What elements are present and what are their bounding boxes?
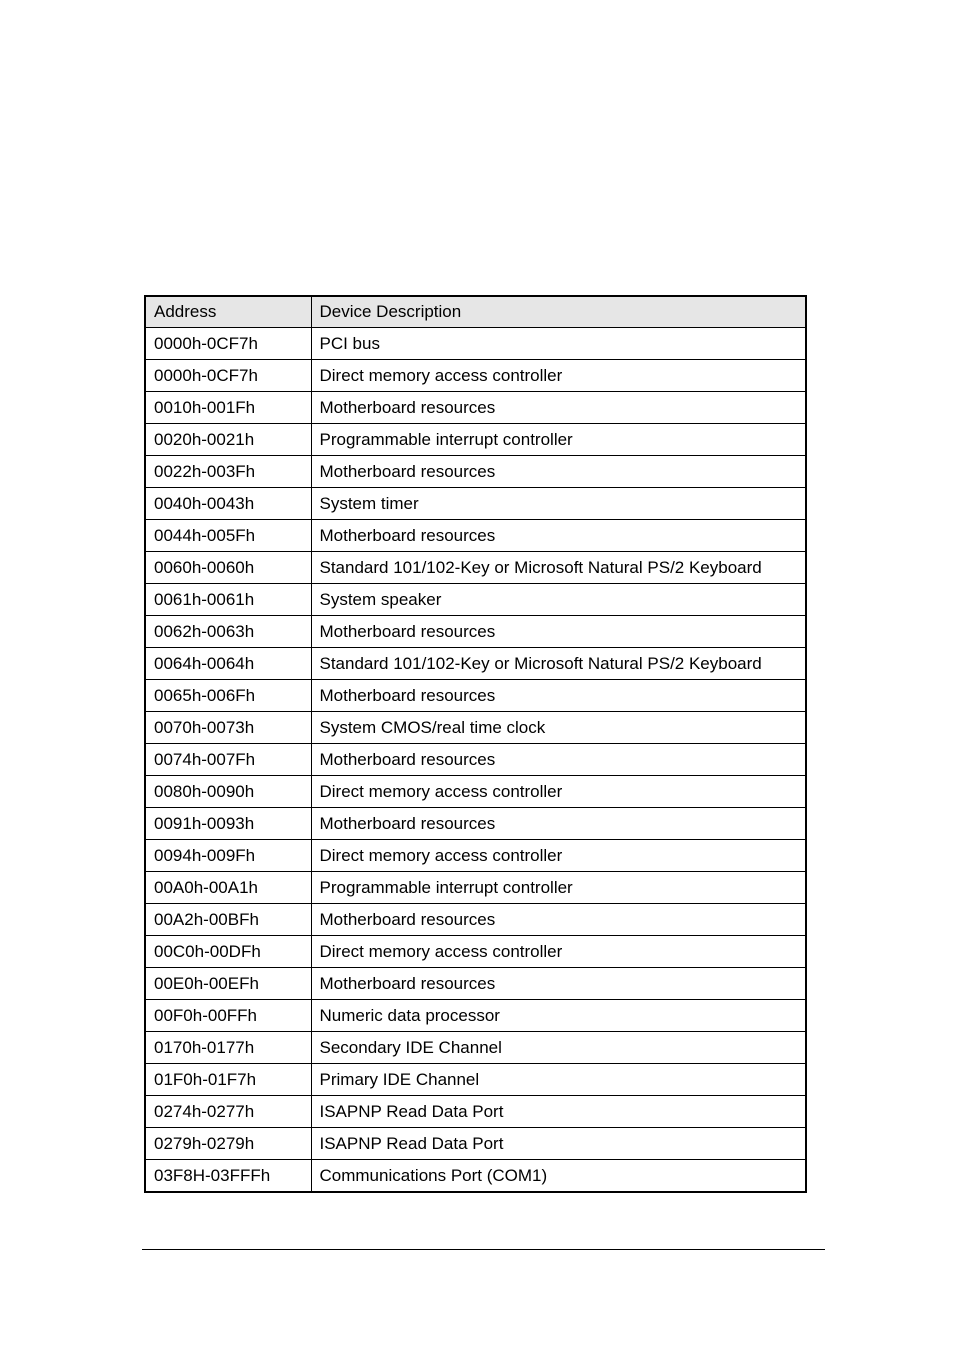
description-cell: System CMOS/real time clock (311, 712, 806, 744)
table-row (145, 456, 806, 488)
table-row (145, 360, 806, 392)
address-cell: 00F0h-00FFh (145, 1000, 311, 1032)
description-cell: Programmable interrupt controller (311, 872, 806, 904)
description-column-header: Device Description (311, 296, 806, 328)
description-cell: Numeric data processor (311, 1000, 806, 1032)
description-cell: System timer (311, 488, 806, 520)
description-cell: System speaker (311, 584, 806, 616)
address-cell: 0064h-0064h (145, 648, 311, 680)
address-cell: 0040h-0043h (145, 488, 311, 520)
description-cell: Direct memory access controller (311, 840, 806, 872)
address-cell: 00E0h-00EFh (145, 968, 311, 1000)
address-cell: 0065h-006Fh (145, 680, 311, 712)
address-cell: 00A0h-00A1h (145, 872, 311, 904)
table-row (145, 904, 806, 936)
description-cell: Standard 101/102-Key or Microsoft Natural PS/2 Keyboard (311, 648, 806, 680)
description-cell: Direct memory access controller (311, 776, 806, 808)
address-cell: 0060h-0060h (145, 552, 311, 584)
address-cell: 0010h-001Fh (145, 392, 311, 424)
address-cell: 0022h-003Fh (145, 456, 311, 488)
table-row (145, 840, 806, 872)
table-row (145, 680, 806, 712)
description-cell: ISAPNP Read Data Port (311, 1128, 806, 1160)
address-cell: 0274h-0277h (145, 1096, 311, 1128)
description-cell: Secondary IDE Channel (311, 1032, 806, 1064)
table-row (145, 1128, 806, 1160)
description-cell: Direct memory access controller (311, 936, 806, 968)
table-row (145, 520, 806, 552)
description-cell: Motherboard resources (311, 456, 806, 488)
description-cell: Motherboard resources (311, 616, 806, 648)
table-row (145, 872, 806, 904)
table-row (145, 808, 806, 840)
table-row (145, 1160, 806, 1193)
table-row (145, 1096, 806, 1128)
table-row (145, 776, 806, 808)
address-cell: 0094h-009Fh (145, 840, 311, 872)
description-cell: PCI bus (311, 328, 806, 360)
address-cell: 0070h-0073h (145, 712, 311, 744)
description-cell: Motherboard resources (311, 392, 806, 424)
address-cell: 01F0h-01F7h (145, 1064, 311, 1096)
address-cell: 0062h-0063h (145, 616, 311, 648)
table-body (145, 328, 806, 1193)
table-row (145, 488, 806, 520)
table-row (145, 552, 806, 584)
description-cell: Motherboard resources (311, 680, 806, 712)
table-row (145, 1032, 806, 1064)
description-cell: Communications Port (COM1) (311, 1160, 806, 1193)
table-row (145, 584, 806, 616)
description-cell: ISAPNP Read Data Port (311, 1096, 806, 1128)
table-row (145, 968, 806, 1000)
table-row (145, 1064, 806, 1096)
address-cell: 0000h-0CF7h (145, 328, 311, 360)
description-cell: Motherboard resources (311, 744, 806, 776)
address-column-header: Address (145, 296, 311, 328)
address-cell: 03F8H-03FFFh (145, 1160, 311, 1193)
address-cell: 0080h-0090h (145, 776, 311, 808)
table-row (145, 744, 806, 776)
description-cell: Motherboard resources (311, 808, 806, 840)
table-row (145, 424, 806, 456)
table-row (145, 392, 806, 424)
table-row (145, 648, 806, 680)
table-header-row (145, 296, 806, 328)
description-cell: Motherboard resources (311, 520, 806, 552)
description-cell: Direct memory access controller (311, 360, 806, 392)
table-row (145, 328, 806, 360)
address-cell: 0061h-0061h (145, 584, 311, 616)
description-cell: Primary IDE Channel (311, 1064, 806, 1096)
footer-divider (142, 1249, 825, 1250)
description-cell: Motherboard resources (311, 968, 806, 1000)
table-row (145, 616, 806, 648)
description-cell: Programmable interrupt controller (311, 424, 806, 456)
address-cell: 0000h-0CF7h (145, 360, 311, 392)
address-cell: 0170h-0177h (145, 1032, 311, 1064)
address-cell: 0074h-007Fh (145, 744, 311, 776)
io-address-table (144, 295, 807, 1193)
address-cell: 00A2h-00BFh (145, 904, 311, 936)
description-cell: Motherboard resources (311, 904, 806, 936)
address-cell: 0279h-0279h (145, 1128, 311, 1160)
description-cell: Standard 101/102-Key or Microsoft Natural PS/2 Keyboard (311, 552, 806, 584)
address-cell: 0020h-0021h (145, 424, 311, 456)
address-cell: 0091h-0093h (145, 808, 311, 840)
table-row (145, 936, 806, 968)
address-cell: 0044h-005Fh (145, 520, 311, 552)
table-row (145, 712, 806, 744)
address-cell: 00C0h-00DFh (145, 936, 311, 968)
table-row (145, 1000, 806, 1032)
